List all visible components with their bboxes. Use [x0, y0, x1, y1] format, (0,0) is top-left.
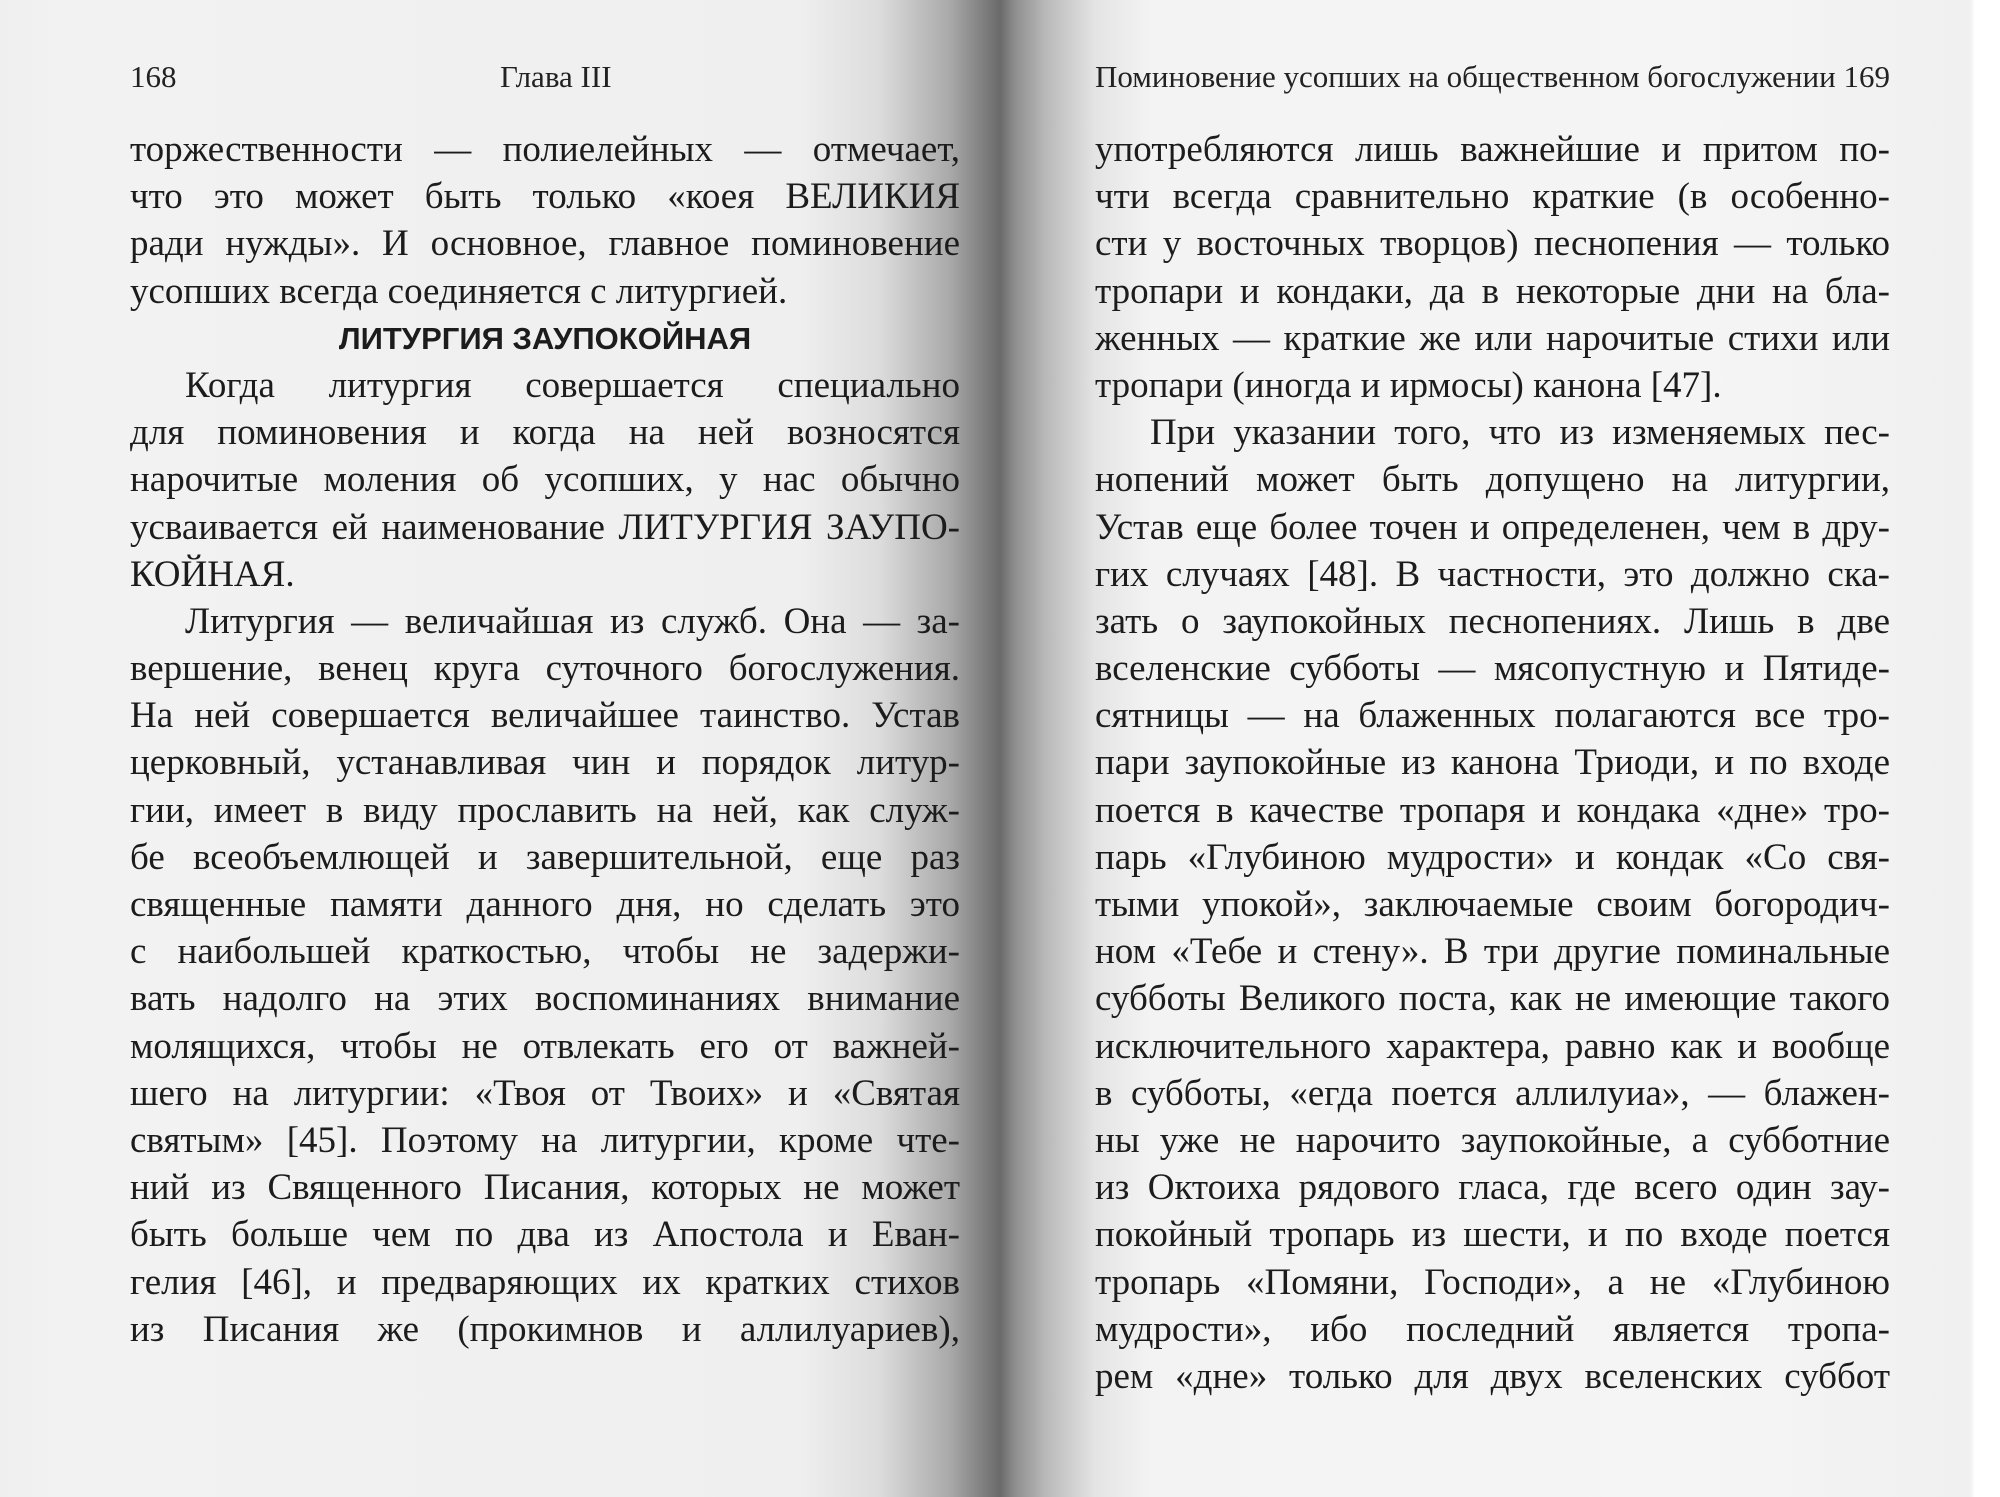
text-line: ний из Священного Писания, которых не может — [130, 1167, 960, 1209]
text-line: тропари (иногда и ирмосы) канона [47]. — [1095, 364, 1722, 406]
text-line: употребляются лишь важнейшие и притом по- — [1095, 129, 1890, 170]
page-number: 169 — [1843, 59, 1890, 94]
right-page — [1000, 0, 1975, 1497]
right-page-header — [1095, 52, 1890, 102]
page-number: 168 — [130, 59, 177, 94]
text-line: субботы Великого поста, как не имеющие такого — [1095, 978, 1890, 1020]
text-line: священные памяти данного дня, но сделать это — [130, 884, 960, 925]
text-line: Когда литургия совершается специально — [185, 364, 960, 406]
text-line: вершение, венец круга суточного богослужения. — [130, 648, 960, 690]
text-line: Устав еще более точен и определенен, чем в дру- — [1095, 506, 1890, 548]
text-line: тропарь «Помяни, Господи», а не «Глубиною — [1095, 1261, 1890, 1303]
left-page-header — [130, 52, 960, 102]
text-line: с наибольшей краткостью, чтобы не задержи- — [130, 931, 960, 973]
text-line: покойный тропарь из шести, и по входе поется — [1095, 1214, 1890, 1256]
text-line: тыми упокой», заключаемые своим богородич- — [1095, 884, 1890, 925]
text-line: чти всегда сравнительно краткие (в особенно- — [1095, 176, 1890, 218]
text-line: усопших всегда соединяется с литургией. — [130, 270, 788, 312]
text-line: гих случаях [48]. В частности, это должно ска- — [1095, 553, 1890, 595]
right-page-text — [1095, 126, 1890, 1400]
text-line: быть больше чем по два из Апостола и Еван- — [130, 1214, 960, 1256]
text-line: На ней совершается величайшее таинство. Устав — [130, 695, 960, 737]
text-line: зать о заупокойных песнопениях. Лишь в две — [1095, 600, 1890, 642]
left-page-text — [130, 126, 960, 1353]
text-line: сти у восточных творцов) песнопения — только — [1095, 223, 1890, 265]
section-heading: ЛИТУРГИЯ ЗАУПОКОЙНАЯ — [338, 320, 752, 356]
text-line: молящихся, чтобы не отвлекать его от важней- — [130, 1025, 960, 1067]
text-line: пари заупокойные из канона Триоди, и по входе — [1095, 742, 1890, 784]
text-line: что это может быть только «коея ВЕЛИКИЯ — [130, 176, 960, 218]
text-line: шего на литургии: «Твоя от Твоих» и «Святая — [130, 1072, 960, 1114]
text-line: святым» [45]. Поэтому на литургии, кроме чте- — [130, 1119, 960, 1161]
text-line: женных — краткие же или нарочитые стихи или — [1095, 317, 1890, 359]
text-line: ны уже не нарочито заупокойные, а субботние — [1095, 1119, 1890, 1161]
text-line: усваивается ей наименование ЛИТУРГИЯ ЗАУПО- — [130, 506, 960, 548]
text-line: вать надолго на этих воспоминаниях внимание — [130, 978, 960, 1020]
text-line: из Писания же (прокимнов и аллилуариев), — [130, 1308, 960, 1350]
text-line: гелия [46], и предваряющих их кратких стихов — [130, 1261, 960, 1303]
text-line: ном «Тебе и стену». В три другие поминальные — [1095, 931, 1890, 973]
left-page — [0, 0, 990, 1497]
text-line: рем «дне» только для двух вселенских суббот — [1095, 1355, 1890, 1397]
text-line: парь «Глубиною мудрости» и кондак «Со свя- — [1095, 836, 1890, 878]
running-head: Поминовение усопших на общественном богослужении — [1095, 59, 1836, 94]
text-line: из Октоиха рядового гласа, где всего один зау- — [1095, 1167, 1890, 1209]
text-line: для поминовения и когда на ней возносятся — [130, 412, 960, 454]
text-line: вселенские субботы — мясопустную и Пятиде- — [1095, 648, 1890, 690]
text-line: в субботы, «егда поется аллилуиа», — блажен- — [1095, 1072, 1890, 1114]
text-line: Литургия — величайшая из служб. Она — за- — [185, 600, 960, 642]
text-line: нопений может быть допущено на литургии, — [1095, 459, 1890, 501]
text-line: нарочитые моления об усопших, у нас обычно — [130, 459, 960, 501]
text-line: бе всеобъемлющей и завершительной, еще раз — [130, 836, 960, 878]
text-line: торжественности — полиелейных — отмечает, — [130, 129, 960, 170]
text-line: гии, имеет в виду прославить на ней, как служ- — [130, 789, 960, 831]
text-line: тропари и кондаки, да в некоторые дни на бла- — [1095, 270, 1890, 312]
text-line: мудрости», ибо последний является тропа- — [1095, 1308, 1890, 1350]
running-head: Глава III — [500, 59, 612, 94]
text-line: церковный, устанавливая чин и порядок литур- — [130, 742, 960, 784]
text-line: исключительного характера, равно как и вообще — [1095, 1025, 1890, 1067]
text-line: сятницы — на блаженных полагаются все тро- — [1095, 695, 1890, 737]
text-line: При указании того, что из изменяемых пес- — [1150, 412, 1890, 454]
text-line: поется в качестве тропаря и кондака «дне» тро- — [1095, 789, 1890, 831]
text-line: КОЙНАЯ. — [130, 553, 295, 595]
text-line: ради нужды». И основное, главное поминовение — [130, 223, 960, 265]
